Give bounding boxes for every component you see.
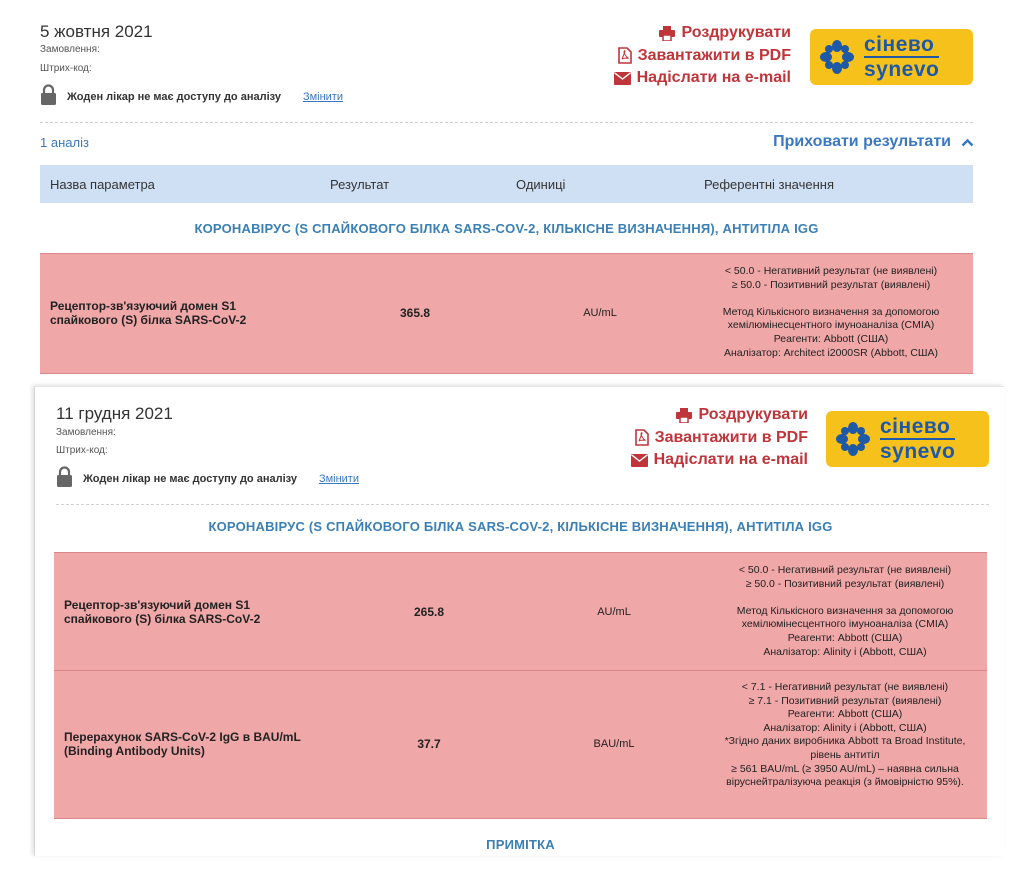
results-table-header xyxy=(40,165,973,203)
result-value: 37.7 xyxy=(417,737,441,751)
header-units: Одиниці xyxy=(516,177,566,192)
logo-text-cyrillic: сінево xyxy=(880,415,951,438)
logo-text-latin: synevo xyxy=(864,58,940,81)
header-result: Результат xyxy=(330,177,390,192)
doctor-access-row xyxy=(40,84,343,110)
envelope-icon xyxy=(614,72,631,85)
flower-logo-icon xyxy=(820,40,854,74)
reference-values: < 7.1 - Негативний результат (не виявлені) ≥ 7.1 - Позитивний результат (виявлені) Реагенти: Abbott (США) Аналізатор: Alinity i (Abbott, США) *Згідно даних виробника Abbott та Broad Institute, рівень антитіл ≥ 561 BAU/mL (≥ 3950 AU/mL) – наявна сильна віруснейтралізуюча реакція (з ймовірністю 95%). xyxy=(724,681,966,789)
reference-values: < 50.0 - Негативний результат (не виявлені) ≥ 50.0 - Позитивний результат (виявлені) Метод Кількісного визначення за допомогою хемілюмінесцентного імуноаналіза (CMIA) Реагенти: Abbott (США) Аналізатор: Alinity i (Abbott, США) xyxy=(736,564,954,658)
lock-icon xyxy=(56,466,73,492)
logo-text-latin: synevo xyxy=(880,440,956,463)
header-reference: Референтні значення xyxy=(704,177,835,192)
result-card-2 xyxy=(34,386,1004,856)
change-access-link[interactable]: Змінити xyxy=(318,473,359,485)
result-value: 265.8 xyxy=(413,605,445,619)
chevron-up-icon xyxy=(961,138,974,147)
send-email-label: Надіслати на e-mail xyxy=(653,451,808,469)
section-title: КОРОНАВІРУС (S СПАЙКОВОГО БІЛКА SARS-COV-2, КІЛЬКІСНЕ ВИЗНАЧЕННЯ), АНТИТІЛА IGG xyxy=(208,519,833,534)
divider xyxy=(56,504,989,505)
envelope-icon xyxy=(631,454,648,467)
result-value: 365.8 xyxy=(399,306,431,320)
divider xyxy=(40,122,973,123)
logo-text-cyrillic: сінево xyxy=(864,33,935,56)
hide-results-toggle[interactable] xyxy=(773,133,974,151)
doctor-access-text: Жоден лікар не має доступу до аналізу xyxy=(67,91,281,103)
pdf-file-icon xyxy=(618,47,632,64)
printer-icon xyxy=(676,408,692,423)
table-row xyxy=(54,552,987,671)
parameter-name: Рецептор-зв'язуючий домен S1 спайкового (S) білка SARS-CoV-2 xyxy=(50,299,247,327)
send-email-button[interactable] xyxy=(588,449,808,472)
send-email-label: Надіслати на e-mail xyxy=(636,69,791,87)
table-row xyxy=(54,671,987,819)
print-button[interactable] xyxy=(571,22,791,45)
note-title: ПРИМІТКА xyxy=(486,837,555,852)
header-parameter-name: Назва параметра xyxy=(50,177,155,192)
order-number-label: Замовлення: xyxy=(56,427,116,438)
order-date: 11 грудня 2021 xyxy=(56,404,173,423)
lock-icon xyxy=(40,84,57,110)
doctor-access-row xyxy=(56,466,359,492)
result-card-1 xyxy=(0,0,1012,380)
reference-values: < 50.0 - Негативний результат (не виявлені) ≥ 50.0 - Позитивний результат (виявлені) Метод Кількісного визначення за допомогою хемілюмінесцентного імуноаналіза (CMIA) Реагенти: Abbott (США) Аналізатор: Architect i2000SR (Abbott, США) xyxy=(722,265,940,359)
analyses-count: 1 аналіз xyxy=(40,135,89,150)
download-pdf-label: Завантажити в PDF xyxy=(654,428,808,446)
barcode-label: Штрих-код: xyxy=(56,445,108,456)
pdf-file-icon xyxy=(635,429,649,446)
order-date: 5 жовтня 2021 xyxy=(40,22,153,41)
parameter-name: Перерахунок SARS-CoV-2 IgG в BAU/mL (Binding Antibody Units) xyxy=(64,730,301,758)
result-unit: AU/mL xyxy=(583,307,617,319)
download-pdf-button[interactable] xyxy=(571,45,791,68)
table-row xyxy=(40,253,973,374)
actions-menu xyxy=(571,22,791,90)
parameter-name: Рецептор-зв'язуючий домен S1 спайкового (S) білка SARS-CoV-2 xyxy=(64,598,261,626)
order-number-label: Замовлення: xyxy=(40,44,100,55)
printer-icon xyxy=(659,26,675,41)
hide-results-label: Приховати результати xyxy=(773,133,951,150)
print-button[interactable] xyxy=(588,404,808,427)
download-pdf-button[interactable] xyxy=(588,427,808,450)
flower-logo-icon xyxy=(836,422,870,456)
result-unit: BAU/mL xyxy=(593,738,635,750)
download-pdf-label: Завантажити в PDF xyxy=(637,46,791,64)
doctor-access-text: Жоден лікар не має доступу до аналізу xyxy=(83,473,297,485)
print-label: Роздрукувати xyxy=(698,406,808,424)
print-label: Роздрукувати xyxy=(681,24,791,42)
synevo-logo xyxy=(810,29,973,85)
change-access-link[interactable]: Змінити xyxy=(302,91,343,103)
actions-menu xyxy=(588,404,808,472)
barcode-label: Штрих-код: xyxy=(40,63,92,74)
synevo-logo xyxy=(826,411,989,467)
result-unit: AU/mL xyxy=(597,606,631,618)
section-title: КОРОНАВІРУС (S СПАЙКОВОГО БІЛКА SARS-COV-2, КІЛЬКІСНЕ ВИЗНАЧЕННЯ), АНТИТІЛА IGG xyxy=(194,221,819,236)
send-email-button[interactable] xyxy=(571,67,791,90)
